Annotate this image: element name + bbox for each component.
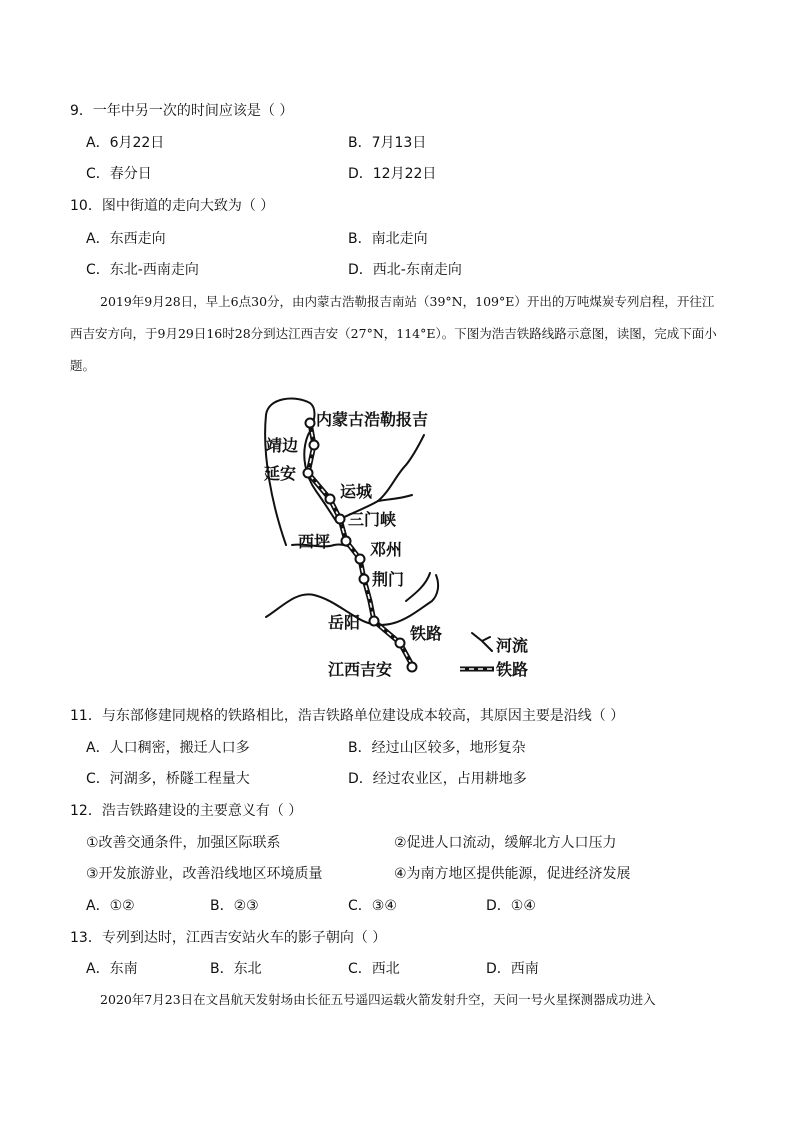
q13-stem: 13．专列到达时，江西吉安站火车的影子朝向（ ） — [70, 930, 387, 946]
q10-option-a: A．东西走向 — [86, 231, 166, 247]
q11-option-d: D．经过农业区，占用耕地多 — [348, 771, 527, 787]
q13-option-b: B．东北 — [210, 961, 262, 977]
q12-stem: 12．浩吉铁路建设的主要意义有（ ） — [70, 803, 303, 819]
q12-statement-1: ①改善交通条件，加强区际联系 — [86, 835, 281, 851]
q12-option-c: C．③④ — [348, 898, 397, 914]
q12-statement-3: ③开发旅游业，改善沿线地区环境质量 — [86, 866, 323, 882]
q10-option-d: D．西北-东南走向 — [348, 262, 462, 278]
station-marker-3 — [304, 469, 313, 478]
station-marker-10 — [396, 639, 405, 648]
q9-option-a: A．6月22日 — [86, 135, 165, 151]
passage-mars-probe: 2020年7月23日在文昌航天发射场由长征五号遥四运载火箭发射升空，天问一号火星探测器成功进入 — [100, 992, 656, 1007]
station-label-tielu: 铁路 — [410, 624, 443, 643]
station-label-yueyang: 岳阳 — [328, 613, 361, 632]
station-marker-9 — [370, 617, 379, 626]
q11-option-a: A．人口稠密，搬迁人口多 — [86, 740, 250, 756]
station-label-sanmenxia: 三门峡 — [348, 510, 397, 529]
q9-stem: 9．一年中另一次的时间应该是（ ） — [70, 103, 294, 119]
passage-railway: 2019年9月28日，早上6点30分，由内蒙古浩勒报吉南站（39°N，109°E）开出的万吨煤炭专列启程，开往江西吉安方向，于9月29日16时28分到达江西吉安（27°N，114°E）。下图为浩吉铁路线路示意图，读图，完成下面小题。 — [70, 294, 717, 373]
q11-stem: 11．与东部修建同规格的铁路相比，浩吉铁路单位建设成本较高，其原因主要是沿线（ ） — [70, 708, 625, 724]
q11-option-b: B．经过山区较多，地形复杂 — [348, 740, 526, 756]
q9-option-b: B．7月13日 — [348, 135, 427, 151]
q13-option-a: A．东南 — [86, 961, 138, 977]
river-northeast — [336, 435, 424, 521]
station-label-haolebaoji: 内蒙古浩勒报吉 — [316, 410, 429, 429]
q12-option-d: D．①④ — [486, 898, 536, 914]
station-marker-6 — [342, 537, 351, 546]
station-label-jingmen: 荆门 — [372, 570, 405, 589]
station-label-yuncheng: 运城 — [340, 482, 373, 501]
q12-option-b: B．②③ — [210, 898, 259, 914]
q10-stem: 10．图中街道的走向大致为（ ） — [70, 198, 275, 214]
station-marker-1 — [306, 419, 315, 428]
q10-option-b: B．南北走向 — [348, 231, 428, 247]
station-label-xiping: 西坪 — [298, 532, 331, 551]
legend-label-river: 河流 — [496, 636, 529, 655]
q10-option-c: C．东北-西南走向 — [86, 262, 199, 278]
station-marker-8 — [360, 575, 369, 584]
legend-label-rail: 铁路 — [496, 660, 529, 679]
q12-option-a: A．①② — [86, 898, 135, 914]
station-label-jian: 江西吉安 — [328, 660, 393, 679]
station-label-jingbian: 靖边 — [266, 436, 299, 455]
q13-option-d: D．西南 — [486, 961, 539, 977]
q13-option-c: C．西北 — [348, 961, 400, 977]
station-marker-4 — [326, 495, 335, 504]
station-marker-11 — [408, 663, 417, 672]
q12-statement-2: ②促进人口流动，缓解北方人口压力 — [394, 835, 617, 851]
station-label-dengzhou: 邓州 — [370, 540, 403, 559]
railway-map — [256, 395, 540, 690]
q9-option-c: C．春分日 — [86, 166, 152, 182]
station-marker-2 — [310, 441, 319, 450]
q12-statement-4: ④为南方地区提供能源，促进经济发展 — [394, 866, 631, 882]
station-marker-7 — [356, 555, 365, 564]
q9-option-d: D．12月22日 — [348, 166, 437, 182]
q11-option-c: C．河湖多，桥隧工程量大 — [86, 771, 250, 787]
station-label-yanan: 延安 — [264, 464, 297, 483]
river-small-east — [406, 573, 430, 601]
legend-river-symbol — [472, 633, 492, 651]
station-marker-5 — [336, 515, 345, 524]
